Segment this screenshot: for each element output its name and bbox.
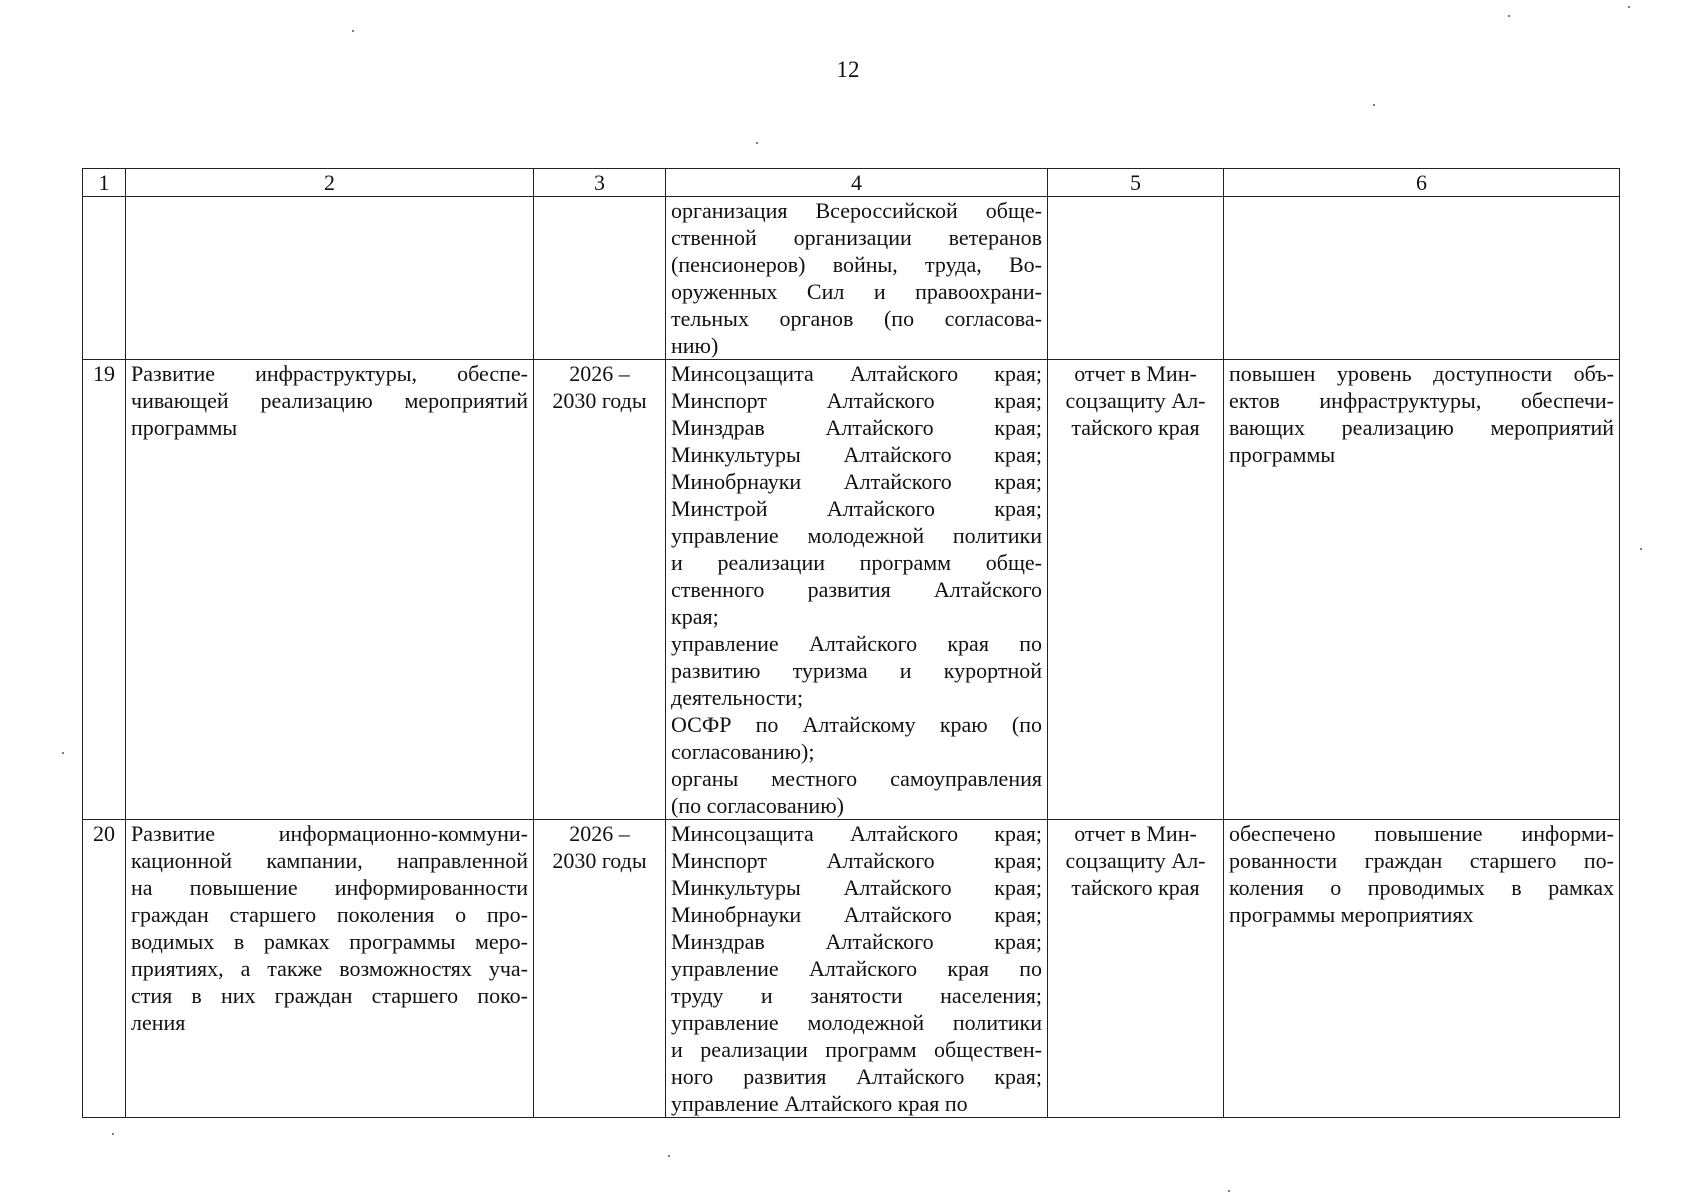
cell-line: программы	[131, 415, 238, 440]
scan-speck	[1228, 1190, 1230, 1192]
cell-line: 2030 годы	[552, 388, 647, 413]
cell-line: Минкультуры Алтайского края;	[671, 875, 1042, 900]
cell-line: и реализации программ обще-	[671, 550, 1042, 575]
table-row-20	[83, 820, 1620, 1118]
cell-line: Минспорт Алтайского края;	[671, 848, 1042, 873]
cell-line: органы местного самоуправления	[671, 766, 1042, 791]
cell-line: отчет в Мин-	[1074, 361, 1197, 386]
events-table	[82, 168, 1620, 1118]
cell-line: тайского края	[1071, 875, 1200, 900]
cell-executors	[666, 360, 1048, 820]
cell-period	[534, 820, 666, 1118]
cell-line: приятиях, а также возможностях уча-	[131, 956, 528, 981]
cell-line: Развитие информационно-коммуни-	[131, 821, 528, 846]
cell-line: ственной организации ветеранов	[671, 225, 1042, 250]
cell-line: тельных органов (по согласова-	[671, 306, 1042, 331]
cell-line: ного развития Алтайского края;	[671, 1064, 1042, 1089]
cell-line: края;	[671, 604, 719, 629]
cell-report	[1048, 197, 1224, 360]
cell-line: граждан старшего поколения о про-	[131, 902, 528, 927]
cell-line: вающих реализацию мероприятий	[1229, 415, 1614, 440]
cell-line: ектов инфраструктуры, обеспечи-	[1229, 388, 1614, 413]
cell-line: управление молодежной политики	[671, 523, 1042, 548]
cell-line: на повышение информированности	[131, 875, 528, 900]
scan-speck	[756, 142, 758, 144]
cell-line: управление молодежной политики	[671, 1010, 1042, 1035]
cell-line: программы мероприятиях	[1229, 902, 1474, 927]
cell-line: обеспечено повышение информи-	[1229, 821, 1614, 846]
cell-line: стия в них граждан старшего поко-	[131, 983, 528, 1008]
cell-line: коления о проводимых в рамках	[1229, 875, 1614, 900]
cell-line: 2026 –	[569, 361, 630, 386]
cell-line: деятельности;	[671, 685, 804, 710]
table-row-19	[83, 360, 1620, 820]
cell-line: труду и занятости населения;	[671, 983, 1042, 1008]
cell-line: нию)	[671, 333, 719, 358]
cell-num: 19	[83, 360, 126, 820]
cell-line: Развитие инфраструктуры, обеспе-	[131, 361, 528, 386]
table-row-continuation	[83, 197, 1620, 360]
scan-speck	[668, 1155, 670, 1157]
column-header-5: 5	[1048, 169, 1224, 197]
cell-line: управление Алтайского края по	[671, 956, 1042, 981]
cell-line: развитию туризма и курортной	[671, 658, 1042, 683]
scan-speck	[112, 1133, 114, 1135]
cell-line: Минсоцзащита Алтайского края;	[671, 361, 1042, 386]
cell-line: отчет в Мин-	[1074, 821, 1197, 846]
column-header-3: 3	[534, 169, 666, 197]
cell-line: Минздрав Алтайского края;	[671, 415, 1042, 440]
cell-line: повышен уровень доступности объ-	[1229, 361, 1614, 386]
column-header-2: 2	[126, 169, 534, 197]
cell-line: Минсоцзащита Алтайского края;	[671, 821, 1042, 846]
cell-num: 20	[83, 820, 126, 1118]
column-header-1: 1	[83, 169, 126, 197]
scan-speck	[1373, 104, 1375, 106]
cell-line: соцзащиту Ал-	[1065, 848, 1206, 873]
scan-speck	[1508, 15, 1510, 17]
cell-line: Минобрнауки Алтайского края;	[671, 469, 1042, 494]
column-header-4: 4	[666, 169, 1048, 197]
cell-result	[1224, 360, 1620, 820]
cell-line: Минкультуры Алтайского края;	[671, 442, 1042, 467]
cell-result	[1224, 820, 1620, 1118]
cell-line: чивающей реализацию мероприятий	[131, 388, 528, 413]
cell-line: кационной кампании, направленной	[131, 848, 528, 873]
cell-line: согласованию);	[671, 739, 815, 764]
scan-speck	[1628, 6, 1630, 8]
cell-line: управление Алтайского края по	[671, 1091, 968, 1116]
cell-line: тайского края	[1071, 415, 1200, 440]
cell-line: (пенсионеров) войны, труда, Во-	[671, 252, 1042, 277]
cell-line: ственного развития Алтайского	[671, 577, 1042, 602]
page-number: 12	[836, 57, 860, 82]
scan-speck	[352, 30, 354, 32]
cell-line: Минобрнауки Алтайского края;	[671, 902, 1042, 927]
cell-line: управление Алтайского края по	[671, 631, 1042, 656]
cell-line: ОСФР по Алтайскому краю (по	[671, 712, 1042, 737]
cell-period	[534, 197, 666, 360]
cell-executors	[666, 820, 1048, 1118]
cell-executors	[666, 197, 1048, 360]
cell-line: водимых в рамках программы меро-	[131, 929, 528, 954]
scan-speck	[1640, 548, 1642, 550]
cell-line: соцзащиту Ал-	[1065, 388, 1206, 413]
cell-line: организация Всероссийской обще-	[671, 198, 1042, 223]
cell-report	[1048, 820, 1224, 1118]
cell-period	[534, 360, 666, 820]
cell-line: и реализации программ обществен-	[671, 1037, 1042, 1062]
cell-event	[126, 197, 534, 360]
cell-line: 2026 –	[569, 821, 630, 846]
cell-line: Минспорт Алтайского края;	[671, 388, 1042, 413]
cell-line: Минстрой Алтайского края;	[671, 496, 1042, 521]
header-row	[83, 169, 1620, 197]
cell-line: (по согласованию)	[671, 793, 844, 818]
column-header-6: 6	[1224, 169, 1620, 197]
cell-line: 2030 годы	[552, 848, 647, 873]
scan-speck	[62, 752, 64, 754]
cell-event	[126, 820, 534, 1118]
cell-line: Минздрав Алтайского края;	[671, 929, 1042, 954]
cell-num	[83, 197, 126, 360]
cell-line: ления	[131, 1010, 186, 1035]
cell-line: рованности граждан старшего по-	[1229, 848, 1614, 873]
cell-line: оруженных Сил и правоохрани-	[671, 279, 1042, 304]
cell-line: программы	[1229, 442, 1336, 467]
cell-report	[1048, 360, 1224, 820]
cell-result	[1224, 197, 1620, 360]
cell-event	[126, 360, 534, 820]
